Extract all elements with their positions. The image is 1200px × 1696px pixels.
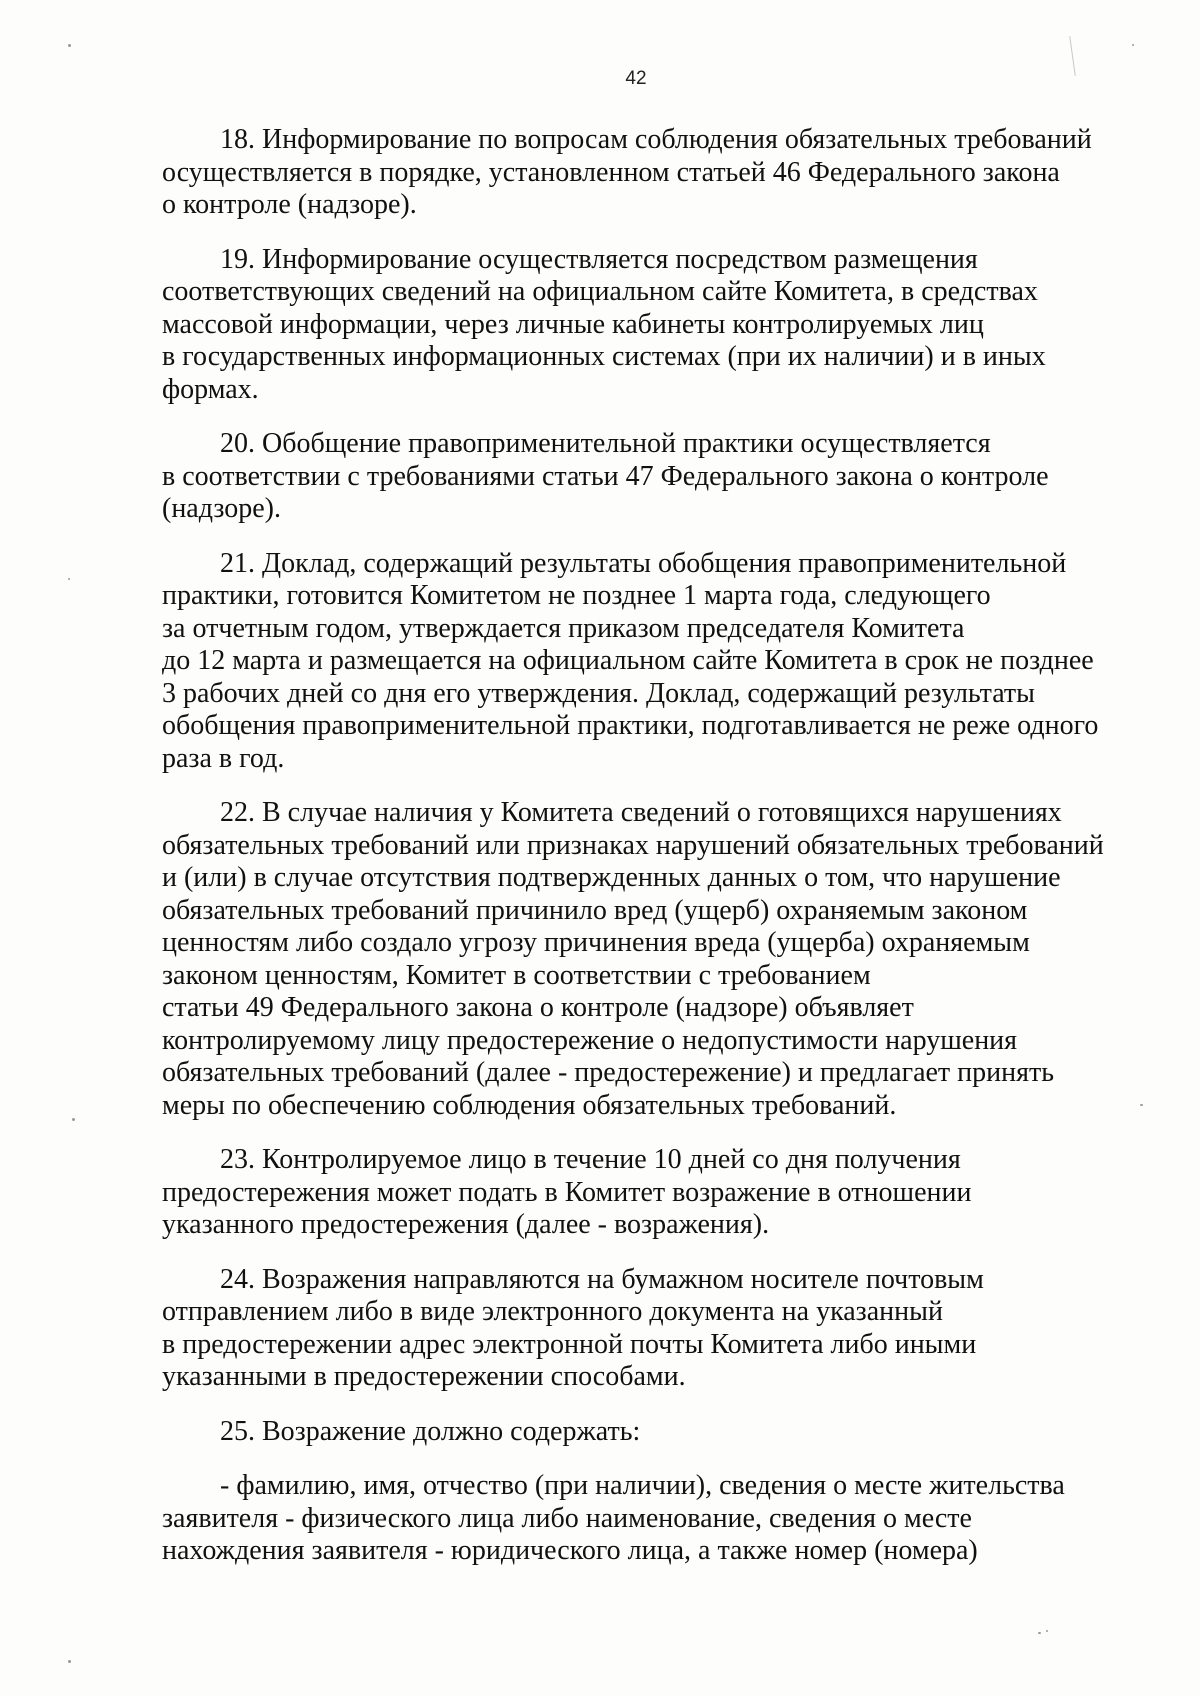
paragraph-22: 22. В случае наличия у Комитета сведений о готовящихся нарушениях обязательных требований или признаках нарушений обязательных требований и (или) в случае отсутствия подтвержденных данных о том, что нарушение обязательных требований причинило вред (ущерб) охраняемым законом ценностям либо создало угрозу причинения вреда (ущерба) охраняемым законом ценностям, Комитет в соответствии с требованием статьи 49 Федерального закона о контроле (надзоре) объявляет контролируемому лицу предостережение о недопустимости нарушения обязательных требований (далее - предостережение) и предлагает принять меры по обеспечению соблюдения обязательных требований. [162,797,1104,1121]
paragraph-25: 25. Возражение должно содержать: [220,1415,641,1447]
paragraph-20: 20. Обобщение правоприменительной практики осуществляется в соответствии с требованиями статьи 47 Федерального закона о контроле (надзоре). [162,428,1049,524]
scan-speck [1132,44,1134,46]
document-body [162,124,1106,1590]
scan-speck [72,1118,75,1121]
paragraph-23: 23. Контролируемое лицо в течение 10 дней со дня получения предостережения может подать в Комитет возражение в отношении указанного предостережения (далее - возражения). [162,1144,972,1240]
paragraph-21: 21. Доклад, содержащий результаты обобщения правоприменительной практики, готовится Комитетом не позднее 1 марта года, следующего за отчетным годом, утверждается приказом председателя Комитета до 12 марта и размещается на официальном сайте Комитета в срок не позднее 3 рабочих дней со дня его утверждения. Доклад, содержащий результаты обобщения правоприменительной практики, подготавливается не реже одного раза в год. [162,547,1099,774]
paragraph-25-item: - фамилию, имя, отчество (при наличии), сведения о месте жительства заявителя - физического лица либо наименование, сведения о месте нахождения заявителя - юридического лица, а также номер (номера) [162,1470,1065,1566]
scan-speck [68,1660,71,1663]
scan-speck [1046,1630,1048,1632]
scan-speck [68,44,71,47]
paragraph-24: 24. Возражения направляются на бумажном носителе почтовым отправлением либо в виде электронного документа на указанный в предостережении адрес электронной почты Комитета либо иными указанными в предостережении способами. [162,1263,984,1392]
scan-speck [1038,1632,1041,1634]
paragraph-18: 18. Информирование по вопросам соблюдения обязательных требований осуществляется в порядке, установленном статьей 46 Федерального закона о контроле (надзоре). [162,124,1092,220]
page-number: 42 [625,68,647,89]
paragraph-19: 19. Информирование осуществляется посредством размещения соответствующих сведений на официальном сайте Комитета, в средствах массовой информации, через личные кабинеты контролируемых лиц в государственных информационных системах (при их наличии) и в иных формах. [162,243,1046,405]
scan-speck [1140,1104,1143,1106]
scan-speck [68,578,70,580]
